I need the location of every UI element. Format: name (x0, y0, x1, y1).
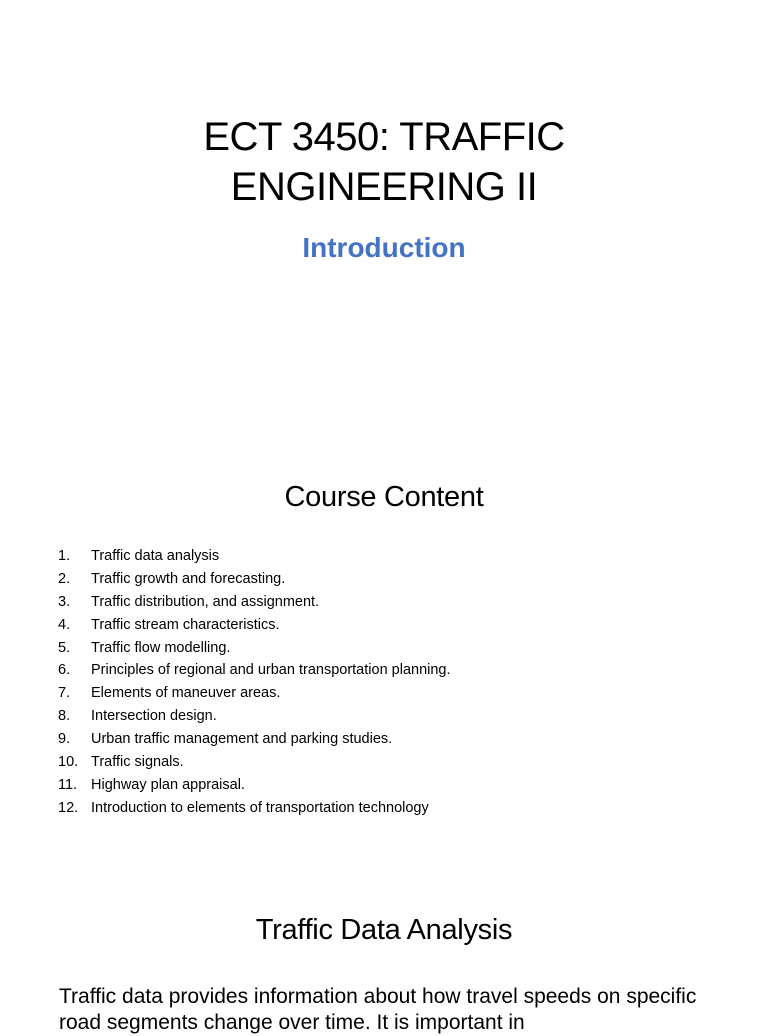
list-item (58, 614, 451, 637)
list-item (58, 682, 451, 705)
title-line-2: ENGINEERING II (230, 165, 538, 209)
list-item-number: 10. (58, 754, 79, 771)
list-item-text: Traffic stream characteristics. (91, 616, 280, 633)
list-item (58, 545, 451, 568)
list-item-number: 1. (58, 548, 71, 564)
list-item-number: 9. (58, 731, 71, 748)
page-title (0, 112, 768, 212)
list-item-number: 6. (58, 662, 71, 679)
traffic-data-analysis-paragraph: Traffic data provides information about how travel speeds on specific road segments change over time. It is important in (59, 985, 697, 1034)
list-item-text: Traffic flow modelling. (91, 639, 231, 656)
course-content-heading: Course Content (284, 481, 484, 513)
list-item (58, 797, 451, 820)
list-item-text: Traffic signals. (91, 754, 184, 771)
list-item-text: Elements of maneuver areas. (91, 685, 281, 702)
list-item (58, 751, 451, 774)
list-item (58, 591, 451, 614)
list-item-number: 3. (58, 593, 71, 610)
list-item (58, 728, 451, 751)
list-item (58, 705, 451, 728)
list-item-number: 7. (58, 685, 71, 702)
list-item-text: Traffic data analysis (91, 548, 220, 564)
list-item-text: Traffic growth and forecasting. (91, 570, 286, 587)
list-item-number: 12. (58, 799, 79, 816)
list-item-number: 4. (58, 616, 71, 633)
list-item-text: Urban traffic management and parking studies. (91, 731, 393, 748)
list-item-text: Introduction to elements of transportation technology (91, 799, 429, 816)
page-subtitle: Introduction (302, 232, 466, 263)
traffic-data-analysis-heading: Traffic Data Analysis (255, 914, 513, 946)
list-item-number: 5. (58, 639, 71, 656)
list-item-text: Highway plan appraisal. (91, 776, 245, 793)
list-item (58, 659, 451, 682)
list-item-text: Intersection design. (91, 708, 217, 725)
list-item (58, 637, 451, 660)
course-content-list (58, 545, 451, 820)
list-item-number: 2. (58, 570, 71, 587)
list-item-text: Traffic distribution, and assignment. (91, 593, 320, 610)
title-line-1: ECT 3450: TRAFFIC (203, 115, 565, 159)
list-item-text: Principles of regional and urban transportation planning. (91, 662, 451, 679)
list-item-number: 11. (58, 776, 78, 793)
list-item-number: 8. (58, 708, 71, 725)
list-item (58, 568, 451, 591)
list-item (58, 774, 451, 797)
